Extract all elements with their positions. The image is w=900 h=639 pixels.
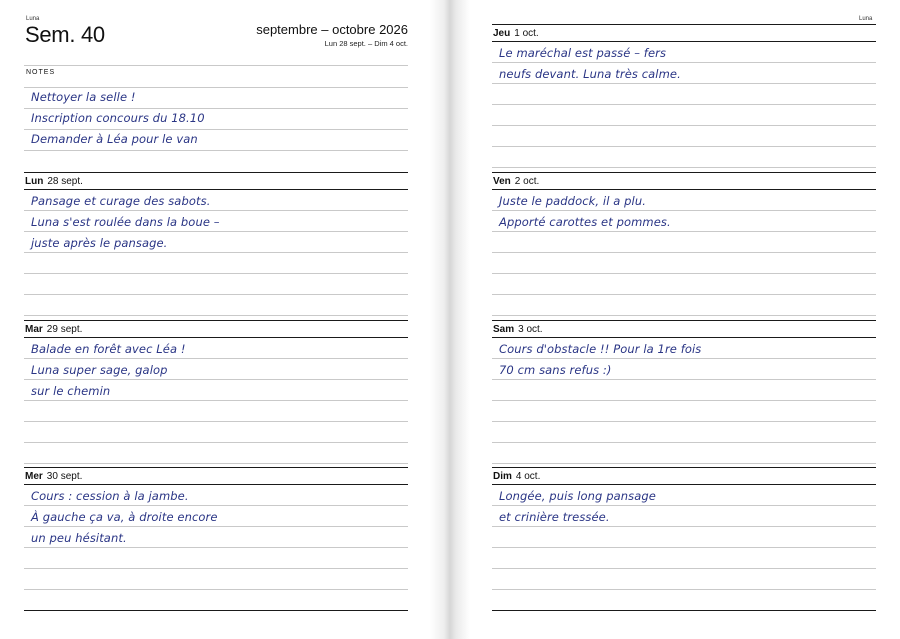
day-header <box>493 176 539 187</box>
ruled-line <box>24 315 408 316</box>
day-top-rule <box>492 172 876 173</box>
ruled-line <box>492 294 876 295</box>
day-name: Ven <box>493 176 511 187</box>
day-top-rule <box>24 320 408 321</box>
handwritten-entry: un peu hésitant. <box>31 531 127 545</box>
month-range: septembre – octobre 2026 <box>256 22 408 37</box>
ruled-line <box>24 589 408 590</box>
ruled-line <box>24 210 408 211</box>
ruled-line <box>492 358 876 359</box>
ruled-line <box>492 505 876 506</box>
ruled-line <box>24 294 408 295</box>
ruled-line <box>492 589 876 590</box>
handwritten-entry: Pansage et curage des sabots. <box>31 194 211 208</box>
ruled-line <box>24 273 408 274</box>
day-header <box>25 176 83 187</box>
day-header <box>493 324 543 335</box>
ruled-line <box>24 150 408 151</box>
handwritten-entry: et crinière tressée. <box>499 510 610 524</box>
ruled-line <box>492 104 876 105</box>
ruled-line <box>492 421 876 422</box>
day-name: Sam <box>493 324 515 335</box>
handwritten-note: Inscription concours du 18.10 <box>31 111 205 125</box>
ruled-line <box>24 129 408 130</box>
ruled-line <box>492 463 876 464</box>
day-name: Mar <box>25 324 43 335</box>
day-top-rule <box>24 172 408 173</box>
ruled-line <box>24 505 408 506</box>
ruled-line <box>492 610 876 611</box>
page-gutter <box>430 0 470 639</box>
ruled-line <box>492 568 876 569</box>
handwritten-entry: Luna s'est roulée dans la boue – <box>31 215 220 229</box>
ruled-line <box>24 358 408 359</box>
handwritten-entry: Luna super sage, galop <box>31 363 168 377</box>
day-header-rule <box>492 189 876 190</box>
ruled-line <box>24 526 408 527</box>
ruled-line <box>492 442 876 443</box>
handwritten-entry: 70 cm sans refus :) <box>499 363 612 377</box>
ruled-line <box>492 547 876 548</box>
owner-label-right: Luna <box>859 16 873 22</box>
day-header-rule <box>492 41 876 42</box>
handwritten-entry: Balade en forêt avec Léa ! <box>31 342 186 356</box>
ruled-line <box>24 379 408 380</box>
day-name: Mer <box>25 471 43 482</box>
handwritten-entry: Juste le paddock, il a plu. <box>499 194 647 208</box>
notes-rule <box>24 65 408 66</box>
day-name: Jeu <box>493 28 511 39</box>
ruled-line <box>24 421 408 422</box>
ruled-line <box>492 231 876 232</box>
day-date: 28 sept. <box>47 176 83 187</box>
ruled-line <box>492 400 876 401</box>
day-header-rule <box>24 484 408 485</box>
ruled-line <box>492 62 876 63</box>
ruled-line <box>492 125 876 126</box>
handwritten-entry: sur le chemin <box>31 384 111 398</box>
day-date: 3 oct. <box>518 324 543 335</box>
handwritten-entry: Apporté carottes et pommes. <box>499 215 671 229</box>
ruled-line <box>492 315 876 316</box>
day-date: 30 sept. <box>46 471 83 482</box>
ruled-line <box>492 210 876 211</box>
day-header-rule <box>24 337 408 338</box>
day-date: 29 sept. <box>46 324 83 335</box>
ruled-line <box>24 252 408 253</box>
ruled-line <box>24 463 408 464</box>
ruled-line <box>24 442 408 443</box>
handwritten-entry: juste après le pansage. <box>31 236 168 250</box>
ruled-line <box>492 252 876 253</box>
day-header <box>493 28 539 39</box>
owner-label-left: Luna <box>26 16 40 22</box>
handwritten-entry: Cours : cession à la jambe. <box>31 489 189 503</box>
handwritten-note: Nettoyer la selle ! <box>31 90 136 104</box>
ruled-line <box>492 167 876 168</box>
day-date: 4 oct. <box>515 471 541 482</box>
ruled-line <box>492 273 876 274</box>
notes-label: NOTES <box>26 69 56 76</box>
ruled-line <box>24 610 408 611</box>
handwritten-entry: Le maréchal est passé – fers <box>499 46 667 60</box>
ruled-line <box>24 87 408 88</box>
ruled-line <box>492 379 876 380</box>
ruled-line <box>24 568 408 569</box>
ruled-line <box>24 547 408 548</box>
handwritten-entry: À gauche ça va, à droite encore <box>31 510 218 524</box>
day-name: Lun <box>25 176 44 187</box>
ruled-line <box>492 83 876 84</box>
day-top-rule <box>492 320 876 321</box>
ruled-line <box>492 146 876 147</box>
day-top-rule <box>24 467 408 468</box>
handwritten-entry: Cours d'obstacle !! Pour la 1re fois <box>499 342 702 356</box>
day-header <box>25 471 82 482</box>
day-date: 2 oct. <box>514 176 540 187</box>
day-header <box>493 471 540 482</box>
day-header-rule <box>492 484 876 485</box>
ruled-line <box>492 526 876 527</box>
ruled-line <box>24 108 408 109</box>
week-title: Sem. 40 <box>25 22 105 47</box>
day-name: Dim <box>493 471 512 482</box>
day-header <box>25 324 82 335</box>
handwritten-entry: Longée, puis long pansage <box>499 489 656 503</box>
ruled-line <box>24 400 408 401</box>
day-header-rule <box>24 189 408 190</box>
day-date: 1 oct. <box>514 28 539 39</box>
date-range: Lun 28 sept. – Dim 4 oct. <box>324 39 408 48</box>
day-top-rule <box>492 467 876 468</box>
day-top-rule <box>492 24 876 25</box>
handwritten-note: Demander à Léa pour le van <box>31 132 198 146</box>
day-header-rule <box>492 337 876 338</box>
ruled-line <box>24 231 408 232</box>
handwritten-entry: neufs devant. Luna très calme. <box>499 67 681 81</box>
